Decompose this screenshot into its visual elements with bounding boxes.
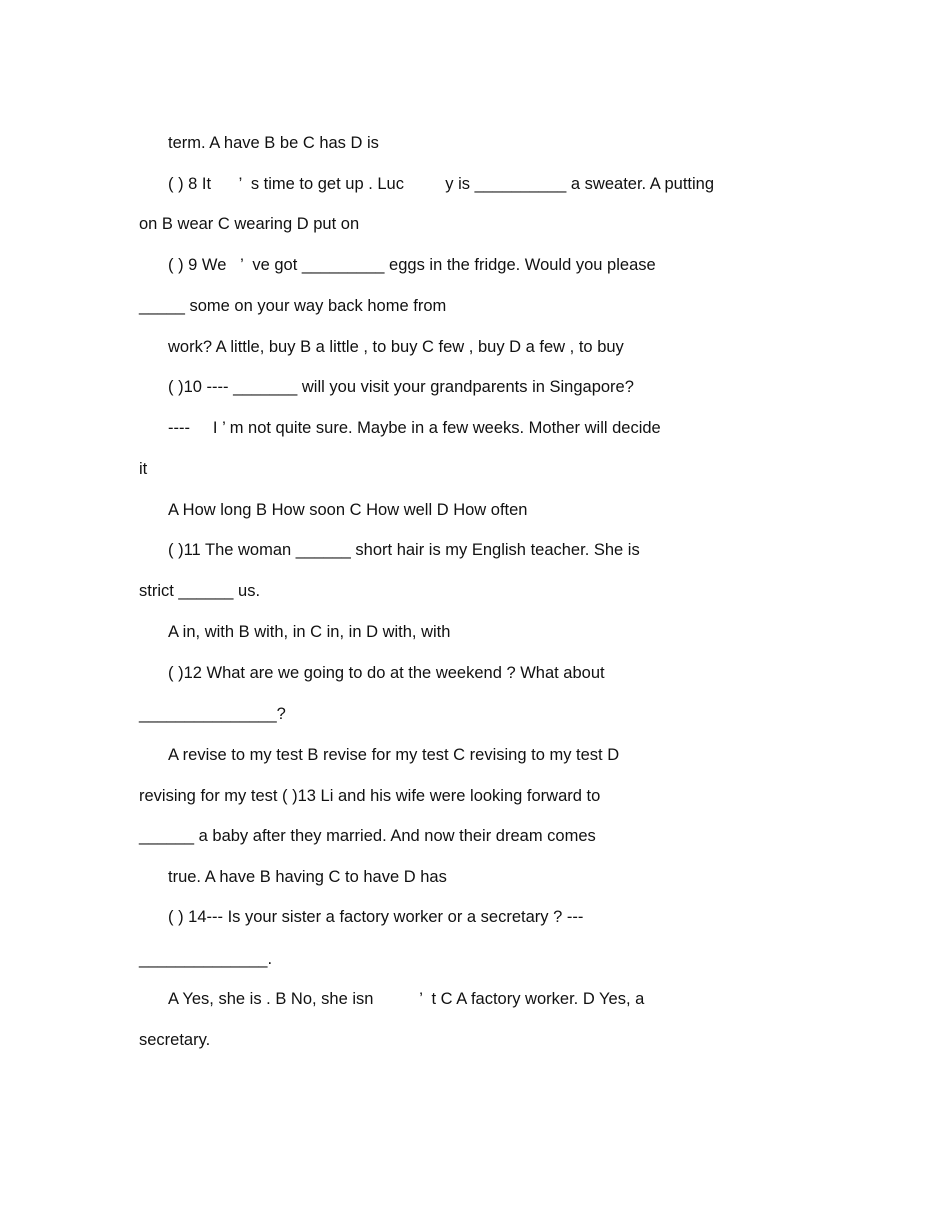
text-line: it	[139, 460, 148, 478]
text-line: secretary.	[139, 1031, 211, 1049]
text-line: work? A little, buy B a little , to buy C few , buy D a few , to buy	[168, 338, 624, 356]
question-9-line: ( ) 9 We ’ ve got _________ eggs in the fridge. Would you please	[168, 256, 656, 274]
answer-options-line: A Yes, she is . B No, she isn ’ t C A factory worker. D Yes, a	[168, 990, 645, 1008]
text-line: strict ______ us.	[139, 582, 261, 600]
question-10-line: ( )10 ---- _______ will you visit your grandparents in Singapore?	[168, 378, 634, 396]
question-11-line: ( )11 The woman ______ short hair is my English teacher. She is	[168, 541, 640, 559]
question-12-line: ( )12 What are we going to do at the weekend ? What about	[168, 664, 605, 682]
text-line: _______________?	[139, 705, 286, 723]
text-line: ______________.	[139, 950, 273, 968]
answer-options-line: true. A have B having C to have D has	[168, 868, 447, 886]
answer-options-line: A in, with B with, in C in, in D with, with	[168, 623, 451, 641]
answer-options-line: A How long B How soon C How well D How often	[168, 501, 528, 519]
question-8-line: ( ) 8 It ’ s time to get up . Luc y is __________ a sweater. A putting	[168, 175, 715, 193]
text-line: ______ a baby after they married. And now their dream comes	[139, 827, 596, 845]
answer-options-line: A revise to my test B revise for my test C revising to my test D	[168, 746, 620, 764]
question-14-line: ( ) 14--- Is your sister a factory worker or a secretary ? ---	[168, 908, 584, 926]
question-13-line: revising for my test ( )13 Li and his wife were looking forward to	[139, 787, 601, 805]
text-line: on B wear C wearing D put on	[139, 215, 360, 233]
text-line: ---- I ’ m not quite sure. Maybe in a few weeks. Mother will decide	[168, 419, 661, 437]
text-line: _____ some on your way back home from	[139, 297, 447, 315]
text-line: term. A have B be C has D is	[168, 134, 379, 152]
